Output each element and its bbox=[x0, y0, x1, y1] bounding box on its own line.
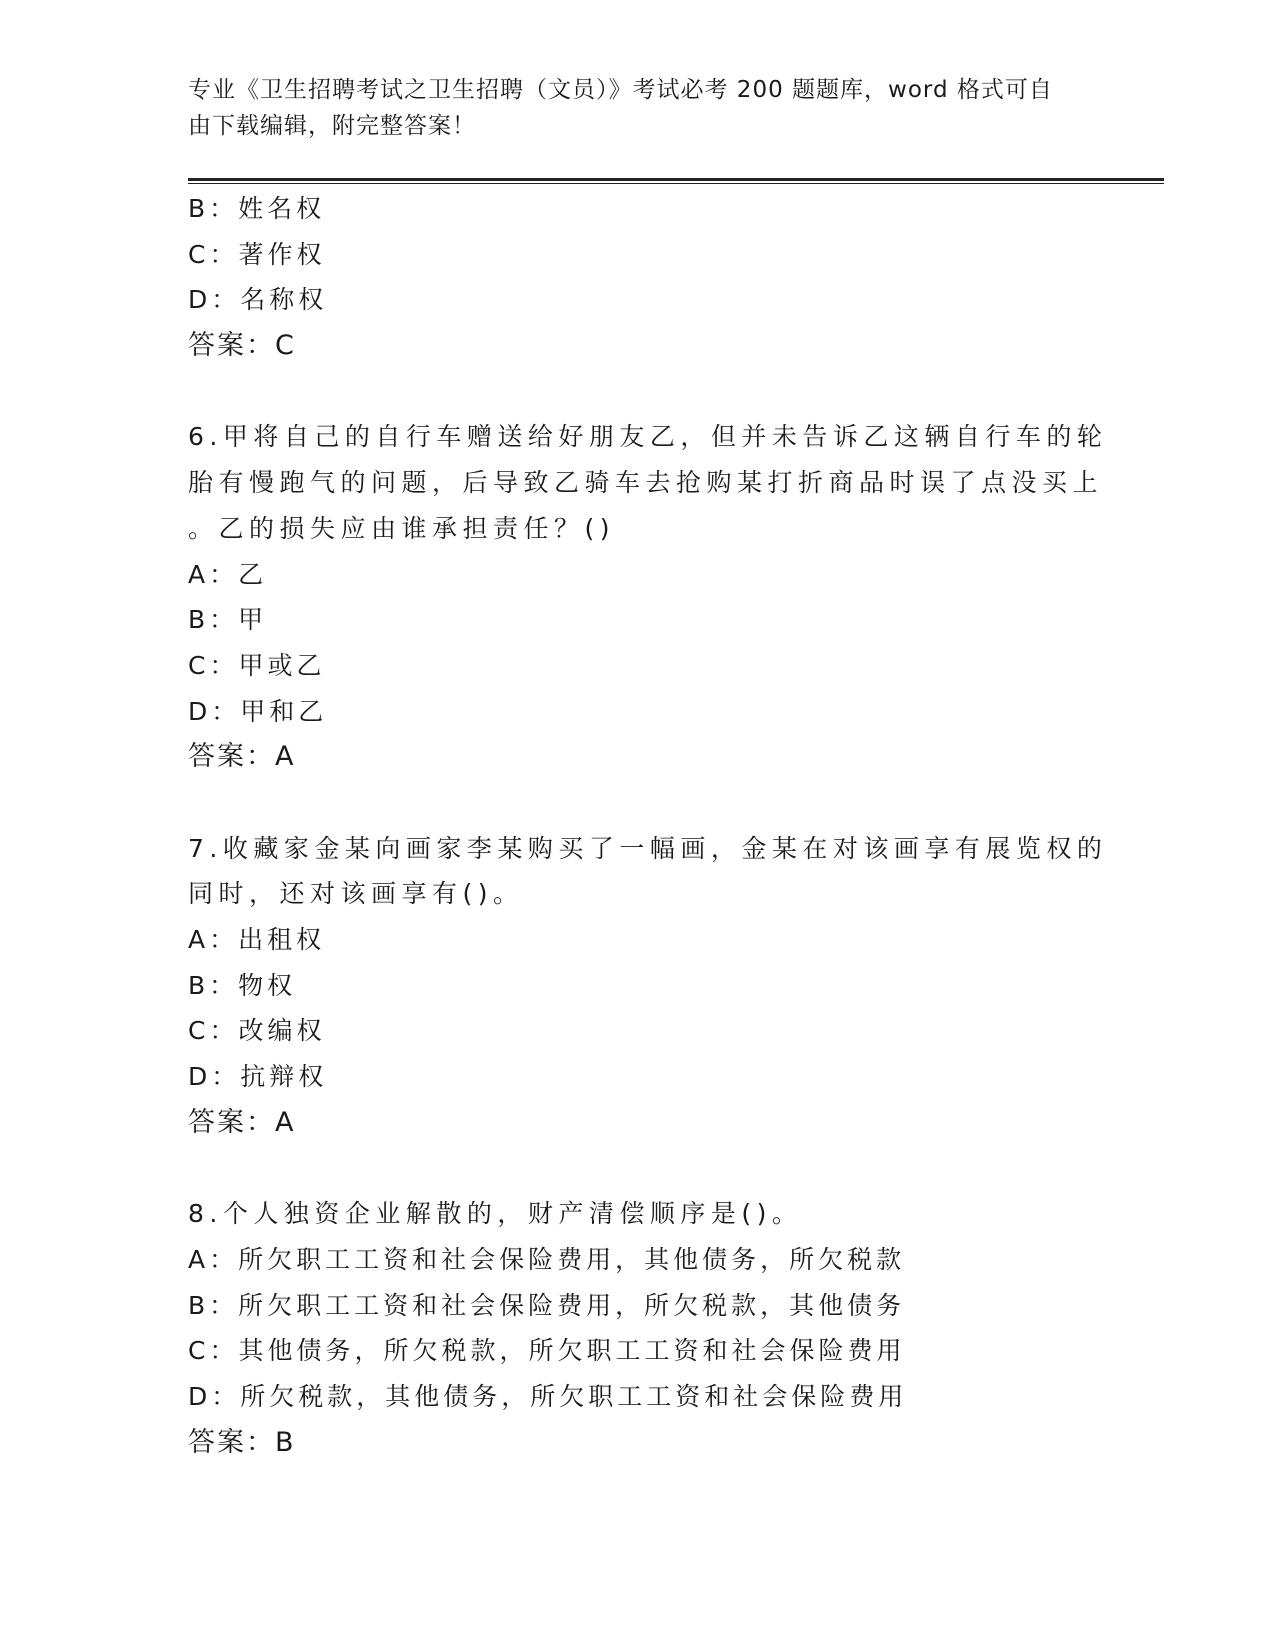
q7-option-a: A：出租权 bbox=[188, 925, 326, 954]
q6-text-line-1: 6.甲将自己的自行车赠送给好朋友乙，但并未告诉乙这辆自行车的轮 bbox=[188, 422, 1108, 452]
q7-answer: 答案：A bbox=[188, 1106, 296, 1138]
q7-option-c: C：改编权 bbox=[188, 1016, 326, 1046]
q5-option-c: C：著作权 bbox=[188, 239, 326, 269]
q8-option-d: D：所欠税款，其他债务，所欠职工工资和社会保险费用 bbox=[188, 1381, 908, 1411]
question-7 bbox=[188, 826, 1108, 917]
q8-answer: 答案：B bbox=[188, 1426, 296, 1458]
header-line-1: 专业《卫生招聘考试之卫生招聘（文员）》考试必考 200 题题库，word 格式可自 bbox=[188, 77, 1053, 103]
q5-option-b: B：姓名权 bbox=[188, 194, 326, 223]
header-divider-thin bbox=[188, 183, 1164, 184]
q6-text-line-3: 。乙的损失应由谁承担责任？() bbox=[188, 513, 616, 543]
spacer bbox=[188, 1145, 1088, 1191]
q6-option-d: D：甲和乙 bbox=[188, 696, 328, 726]
question-8 bbox=[188, 1191, 1088, 1237]
q6-option-c: C：甲或乙 bbox=[188, 650, 326, 680]
q8-option-c: C：其他债务，所欠税款，所欠职工工资和社会保险费用 bbox=[188, 1336, 906, 1366]
q7-text-line-1: 7.收藏家金某向画家李某购买了一幅画，金某在对该画享有展览权的 bbox=[188, 833, 1108, 863]
question-6 bbox=[188, 414, 1108, 551]
document-body bbox=[188, 186, 1108, 1465]
q7-option-d: D：抗辩权 bbox=[188, 1062, 328, 1092]
q6-option-b: B：甲 bbox=[188, 605, 268, 635]
q7-option-b: B：物权 bbox=[188, 970, 297, 1000]
document-header bbox=[188, 72, 1088, 144]
q8-option-a: A：所欠职工工资和社会保险费用，其他债务，所欠税款 bbox=[188, 1244, 906, 1274]
q8-option-b: B：所欠职工工资和社会保险费用，所欠税款，其他债务 bbox=[188, 1290, 906, 1320]
q6-answer: 答案：A bbox=[188, 741, 296, 773]
spacer bbox=[188, 780, 1088, 826]
q8-text-line-1: 8.个人独资企业解散的，财产清偿顺序是()。 bbox=[188, 1199, 803, 1229]
q7-text-line-2: 同时，还对该画享有()。 bbox=[188, 879, 524, 909]
header-line-2: 由下载编辑，附完整答案！ bbox=[188, 113, 476, 139]
spacer bbox=[188, 369, 1088, 415]
q5-option-d: D：名称权 bbox=[188, 285, 328, 315]
q5-answer: 答案：C bbox=[188, 330, 296, 362]
q6-text-line-2: 胎有慢跑气的问题，后导致乙骑车去抢购某打折商品时误了点没买上 bbox=[188, 468, 1104, 498]
question-5 bbox=[188, 186, 1088, 369]
header-divider-thick bbox=[188, 178, 1164, 181]
q6-option-a: A：乙 bbox=[188, 559, 268, 589]
